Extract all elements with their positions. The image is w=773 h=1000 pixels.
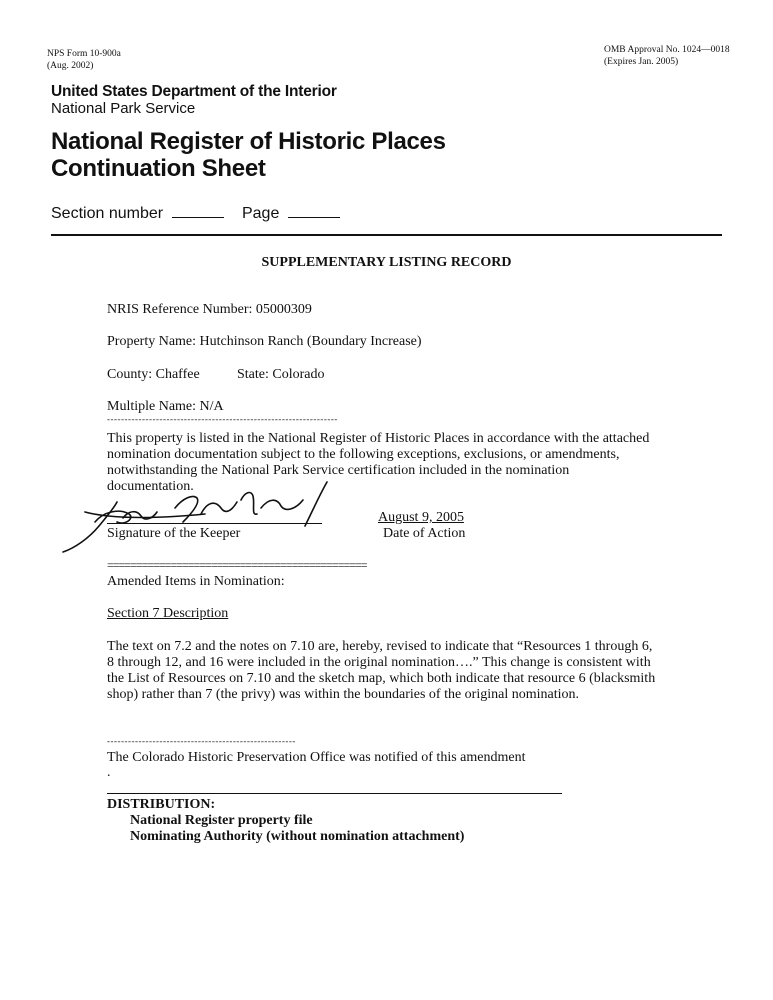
nris-reference: NRIS Reference Number: 05000309: [107, 302, 312, 317]
page-blank: [288, 216, 340, 218]
distribution-rule: [107, 793, 562, 794]
date-of-action-label: Date of Action: [383, 526, 466, 541]
amendment-line: shop) rather than 7 (the privy) was within the boundaries of the original nomination.: [107, 687, 580, 702]
distribution-heading: DISTRIBUTION:: [107, 797, 216, 812]
multiple-name: Multiple Name: N/A: [107, 399, 224, 414]
omb-expiration: (Expires Jan. 2005): [604, 57, 679, 67]
notice-dot: .: [107, 765, 111, 780]
omb-approval: OMB Approval No. 1024—0018: [604, 45, 730, 55]
statement-line: nomination documentation subject to the following exceptions, exclusions, or amendments,: [107, 447, 620, 462]
amendment-line: 8 through 12, and 16 were included in the original nomination….” This change is consistent with: [107, 655, 651, 670]
header-rule: [51, 234, 722, 236]
section-number-label: Section number: [51, 205, 164, 222]
property-name: Property Name: Hutchinson Ranch (Boundary Increase): [107, 334, 422, 349]
state: State: Colorado: [237, 367, 325, 382]
notification-text: The Colorado Historic Preservation Office was notified of this amendment: [107, 750, 526, 765]
notice-separator: ------------------------------------------------------: [107, 736, 296, 746]
record-separator: ------------------------------------------------------------------: [107, 414, 338, 424]
signature-rule: [107, 523, 322, 524]
action-date: August 9, 2005: [378, 510, 464, 525]
statement-line: This property is listed in the National Register of Historic Places in accordance with the attached: [107, 431, 650, 446]
record-heading: SUPPLEMENTARY LISTING RECORD: [261, 255, 512, 270]
department-name: United States Department of the Interior: [51, 83, 337, 100]
form-subtitle: Continuation Sheet: [51, 155, 266, 182]
form-title: National Register of Historic Places: [51, 128, 446, 155]
amendment-line: the List of Resources on 7.10 and the sketch map, which both indicate that resource 6 (blacksmith: [107, 671, 656, 686]
signature-label: Signature of the Keeper: [107, 526, 241, 541]
county: County: Chaffee: [107, 367, 200, 382]
amendment-line: The text on 7.2 and the notes on 7.10 are, hereby, revised to indicate that “Resources 1 through 6,: [107, 639, 653, 654]
distribution-item: Nominating Authority (without nomination attachment): [130, 829, 465, 844]
distribution-item: National Register property file: [130, 813, 313, 828]
amended-separator: =============================================: [107, 558, 367, 572]
amended-section: Section 7 Description: [107, 606, 229, 621]
service-name: National Park Service: [51, 100, 196, 117]
statement-line: documentation.: [107, 479, 194, 494]
section-number-blank: [172, 216, 224, 218]
page-label: Page: [241, 205, 280, 222]
keeper-signature: [55, 478, 345, 558]
form-date: (Aug. 2002): [47, 61, 94, 71]
amended-heading: Amended Items in Nomination:: [107, 574, 285, 589]
form-id: NPS Form 10-900a: [47, 49, 121, 59]
section-page-line: [51, 205, 340, 223]
statement-line: notwithstanding the National Park Service certification included in the nomination: [107, 463, 570, 478]
